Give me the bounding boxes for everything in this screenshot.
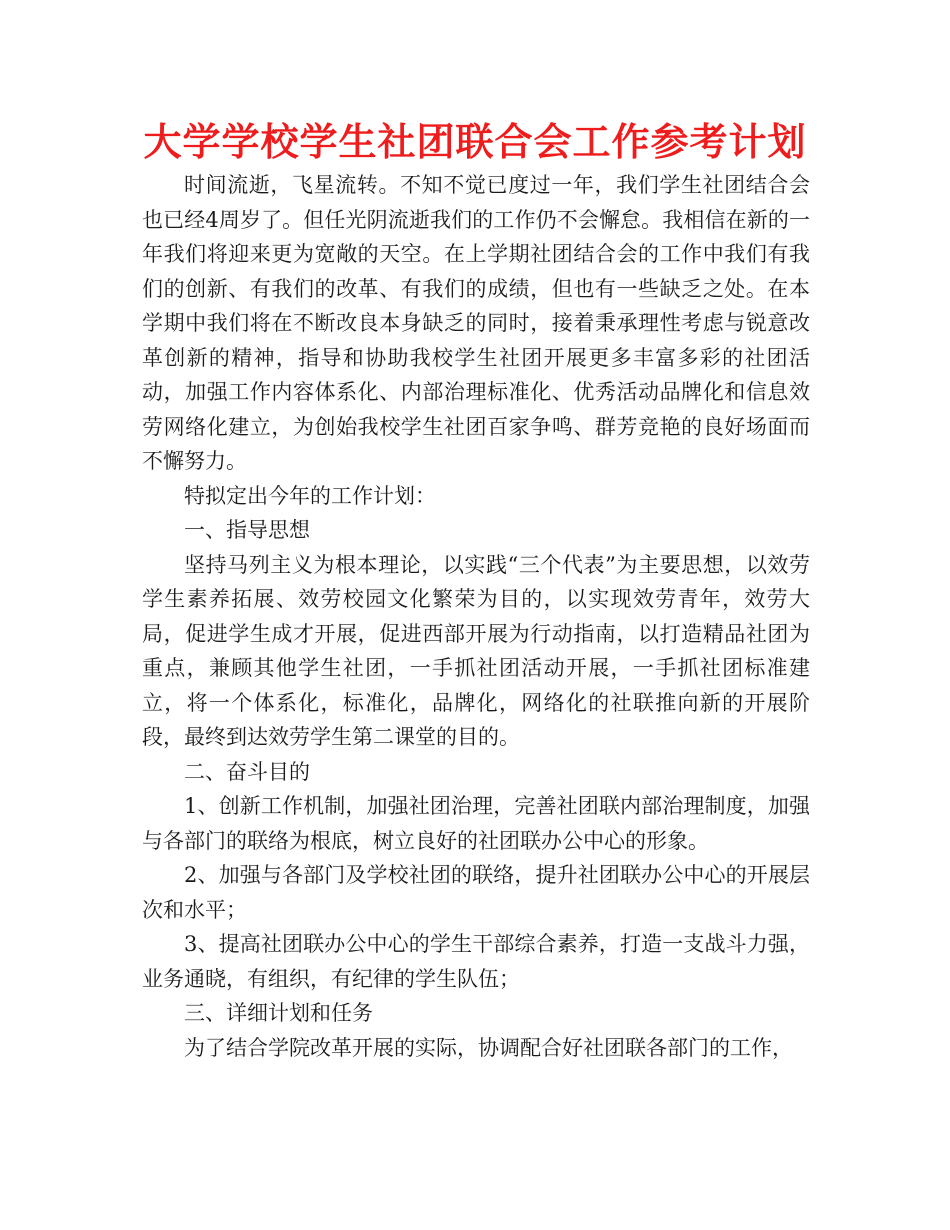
section-heading-detailed-plan: 三、详细计划和任务 [184,1001,373,1025]
paragraph-intro: 时间流逝，飞星流转。不知不觉已度过一年，我们学生社团结合会也已经4周岁了。但任光阴流逝我们的工作仍不会懈怠。我相信在新的一年我们将迎来更为宽敞的天空。在上学期社团结合会的工作中我们有我们的创新、有我们的改革、有我们的成绩，但也有一些缺乏之处。在本学期中我们将在不断改良本身缺乏的同时，接着秉承理性考虑与锐意改革创新的精神，指导和协助我校学生社团开展更多丰富多彩的社团活动，加强工作内容体系化、内部治理标准化、优秀活动品牌化和信息效劳网络化建立，为创始我校学生社团百家争鸣、群芳竞艳的良好场面而不懈努力。 [142,173,810,473]
paragraph-guiding-ideology: 坚持马列主义为根本理论，以实践“三个代表”为主要思想，以效劳学生素养拓展、效劳校园文化繁荣为目的，以实现效劳青年，效劳大局，促进学生成才开展，促进西部开展为行动指南，以打造精品社团为重点，兼顾其他学生社团，一手抓社团活动开展，一手抓社团标准建立，将一个体系化，标准化，品牌化，网络化的社联推向新的开展阶段，最终到达效劳学生第二课堂的目的。 [142,552,810,749]
document-body [142,168,810,1065]
paragraph-goal-1: 1、创新工作机制，加强社团治理，完善社团联内部治理制度，加强与各部门的联络为根底，树立良好的社团联办公中心的形象。 [142,794,810,853]
section-heading-goals: 二、奋斗目的 [184,759,310,784]
section-heading-guiding-ideology: 一、指导思想 [184,518,310,542]
document-title: 大学学校学生社团联合会工作参考计划 [143,120,807,164]
paragraph-goal-3: 3、提高社团联办公中心的学生干部综合素养，打造一支战斗力强，业务通晓，有组织，有纪律的学生队伍； [142,932,810,991]
paragraph-plan-lead: 特拟定出今年的工作计划： [184,483,436,508]
paragraph-goal-2: 2、加强与各部门及学校社团的联络，提升社团联办公中心的开展层次和水平； [142,863,810,922]
paragraph-detailed-plan: 为了结合学院改革开展的实际，协调配合好社团联各部门的工作， [184,1035,793,1060]
